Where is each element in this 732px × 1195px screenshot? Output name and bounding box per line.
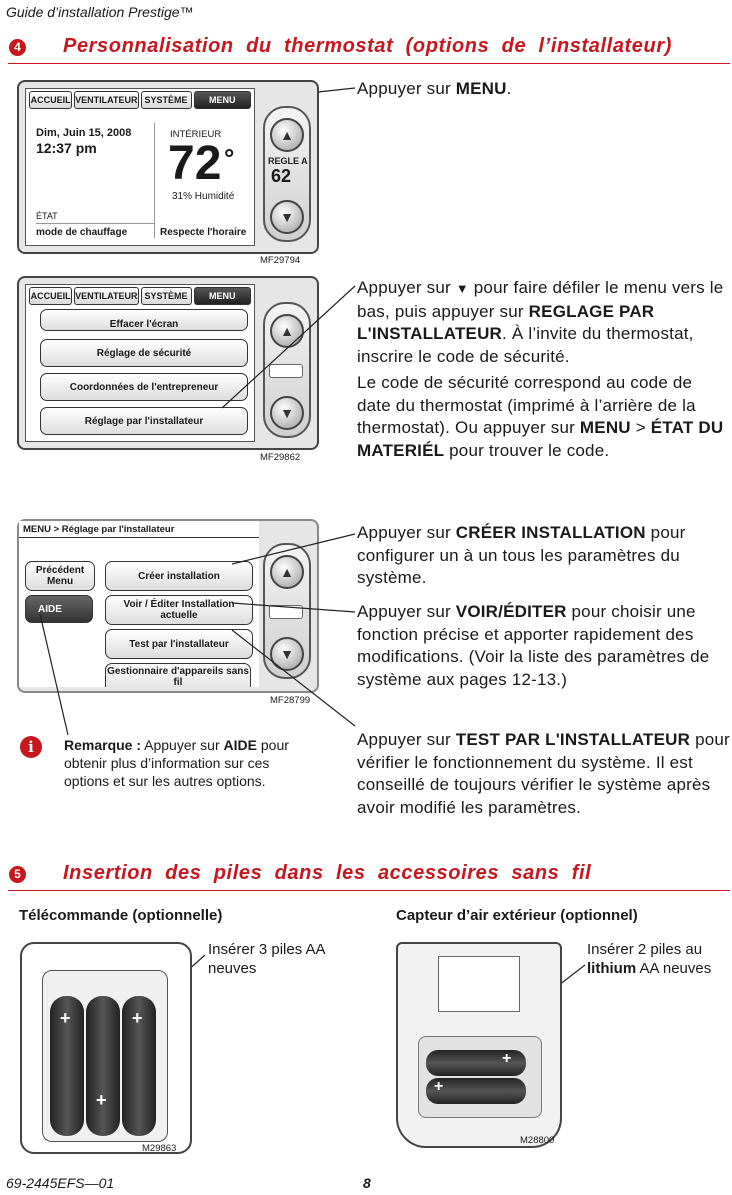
state-label: ÉTAT xyxy=(36,211,58,221)
figure-code: MF29862 xyxy=(260,452,301,463)
leader-line xyxy=(232,603,355,612)
step-keyword: REGLAGE PAR L'INSTALLATEUR xyxy=(357,301,655,343)
step-text: pour trouver le code. xyxy=(444,440,610,460)
schedule-status: Respecte l'horaire xyxy=(160,227,247,238)
menu-item-security[interactable]: Réglage de sécurité xyxy=(40,339,248,367)
figure-code: M28800 xyxy=(520,1135,555,1146)
thermostat-time: 12:37 pm xyxy=(36,140,97,156)
step-text: Appuyer sur xyxy=(357,79,456,98)
footer-page-number: 8 xyxy=(363,1175,371,1191)
humidity-readout: 31% Humidité xyxy=(172,191,235,202)
triangle-down-icon: ▼ xyxy=(280,405,294,421)
page-header: Guide d’installation Prestige™ xyxy=(6,4,194,20)
step-keyword: TEST PAR L'INSTALLATEUR xyxy=(455,730,691,749)
security-code-paragraph xyxy=(357,372,730,462)
tab-ventilateur[interactable]: VENTILATEUR xyxy=(74,287,138,305)
figure-code: M29863 xyxy=(142,1143,177,1154)
step-text: pour choisir une fonction précise et apporter rapidement des modifications. (Voir la liste des paramètres de système aux pages 12-13.) xyxy=(357,602,710,689)
step-text: Appuyer sur xyxy=(357,278,456,297)
step-text: Appuyer sur xyxy=(357,602,456,621)
info-icon: i xyxy=(20,736,42,758)
leader-line xyxy=(318,88,355,92)
triangle-up-icon: ▲ xyxy=(280,564,294,580)
leader-line xyxy=(222,286,355,408)
wireless-device-manager-button[interactable]: Gestionnaire d'appareils sans fil xyxy=(105,663,251,687)
setpoint-label: REGLE A xyxy=(268,156,308,166)
footer-doc-number: 69-2445EFS—01 xyxy=(6,1175,115,1191)
installer-test-button[interactable]: Test par l'installateur xyxy=(105,629,253,659)
triangle-down-icon: ▼ xyxy=(280,209,294,225)
tab-systeme[interactable]: SYSTÈME xyxy=(141,287,192,305)
section-rule-5 xyxy=(8,890,730,891)
remote-title: Télécommande (optionnelle) xyxy=(19,907,223,924)
indoor-temperature: 72 xyxy=(168,137,222,190)
step-keyword: VOIR/ÉDITER xyxy=(455,602,567,621)
leader-line xyxy=(40,614,68,735)
note-text: pour obtenir plus d’information sur ces options et sur les autres options. xyxy=(64,737,289,789)
menu-item-clear-screen[interactable]: Effacer l'écran xyxy=(40,309,248,331)
triangle-up-icon: ▲ xyxy=(280,323,294,339)
plus-icon: + xyxy=(96,1090,107,1110)
step-view-edit xyxy=(357,601,730,691)
step-text: Appuyer sur xyxy=(357,523,456,542)
view-edit-button[interactable]: Voir / Éditer Installation actuelle xyxy=(105,595,253,625)
figure-code: MF28799 xyxy=(270,695,311,706)
note-label: Remarque : xyxy=(64,737,142,753)
step-keyword: MENU xyxy=(579,418,631,437)
step-text: > xyxy=(630,418,651,437)
tab-systeme[interactable]: SYSTÈME xyxy=(141,91,192,109)
sensor-caption xyxy=(587,940,729,978)
section-title-5: Insertion des piles dans les accessoires sans fil xyxy=(63,862,592,884)
step-keyword: ÉTAT DU MATERIÉL xyxy=(357,418,724,460)
step-text: Appuyer sur xyxy=(357,730,456,749)
step-keyword: CRÉER INSTALLATION xyxy=(455,523,646,542)
step-text: . xyxy=(506,79,512,98)
section-number-4: 4 xyxy=(9,39,26,56)
plus-icon: + xyxy=(132,1008,143,1028)
remote-battery-illustration xyxy=(20,942,192,1154)
outdoor-sensor-illustration xyxy=(396,942,562,1148)
step-create-setup xyxy=(357,522,730,590)
step-text: pour vérifier le fonctionnement du système. Il est conseillé de toujours vérifier le système après avoir modifié les paramètres. xyxy=(357,730,730,817)
step-text: pour configurer un à un tous les paramètres du système. xyxy=(357,523,686,587)
step-installer-setup xyxy=(357,277,730,368)
tab-accueil[interactable]: ACCUEIL xyxy=(29,287,72,305)
tab-menu[interactable]: MENU xyxy=(194,287,251,305)
degree-symbol: ° xyxy=(224,143,235,173)
battery-compartment xyxy=(418,1036,542,1118)
section-title-4: Personnalisation du thermostat (options de l’installateur) xyxy=(63,35,672,57)
breadcrumb: MENU > Réglage par l'installateur xyxy=(19,521,259,538)
caption-text: AA neuves xyxy=(636,960,712,977)
setpoint-value: 62 xyxy=(271,166,292,186)
system-mode: mode de chauffage xyxy=(36,227,128,238)
plus-icon: + xyxy=(434,1078,444,1095)
leader-line xyxy=(232,630,355,726)
section-number-5: 5 xyxy=(9,866,26,883)
triangle-up-icon: ▲ xyxy=(280,127,294,143)
step-installer-test xyxy=(357,729,730,819)
tab-ventilateur[interactable]: VENTILATEUR xyxy=(74,91,138,109)
plus-icon: + xyxy=(60,1008,71,1028)
triangle-down-icon: ▼ xyxy=(280,646,294,662)
tab-menu[interactable]: MENU xyxy=(194,91,251,109)
menu-item-installer-setup[interactable]: Réglage par l'installateur xyxy=(40,407,248,435)
aa-battery xyxy=(86,996,120,1136)
step-text: . À l’invite du thermostat, inscrire le code de sécurité. xyxy=(357,324,694,366)
menu-item-contractor[interactable]: Coordonnées de l'entrepreneur xyxy=(40,373,248,401)
thermostat-date: Dim, Juin 15, 2008 xyxy=(36,127,132,139)
tab-accueil[interactable]: ACCUEIL xyxy=(29,91,72,109)
figure-code: MF29794 xyxy=(260,255,301,266)
plus-icon: + xyxy=(502,1050,512,1067)
sensor-label-area xyxy=(438,956,520,1012)
outdoor-sensor-title: Capteur d’air extérieur (optionnel) xyxy=(396,907,638,924)
step-text: Le code de sécurité correspond au code de date du thermostat (imprimé à l’arrière de la thermostat). Ou appuyer sur xyxy=(357,373,696,437)
previous-menu-button[interactable]: Précédent Menu xyxy=(25,561,95,591)
triangle-down-icon: ▼ xyxy=(455,281,469,296)
step-text: pour faire défiler le menu vers le bas, puis appuyer sur xyxy=(357,278,724,321)
note-keyword: AIDE xyxy=(223,737,257,753)
help-note xyxy=(64,736,314,790)
indoor-label: INTÉRIEUR xyxy=(170,129,222,140)
caption-text: Insérer 2 piles au xyxy=(587,941,703,958)
note-text: Appuyer sur xyxy=(141,737,224,753)
remote-caption: Insérer 3 piles AA neuves xyxy=(208,941,325,977)
create-setup-button[interactable]: Créer installation xyxy=(105,561,253,591)
step-press-menu xyxy=(357,78,729,101)
step-keyword: MENU xyxy=(455,79,507,98)
help-button[interactable]: AIDE xyxy=(25,595,93,623)
caption-keyword: lithium xyxy=(587,960,637,977)
leader-line xyxy=(232,534,355,564)
